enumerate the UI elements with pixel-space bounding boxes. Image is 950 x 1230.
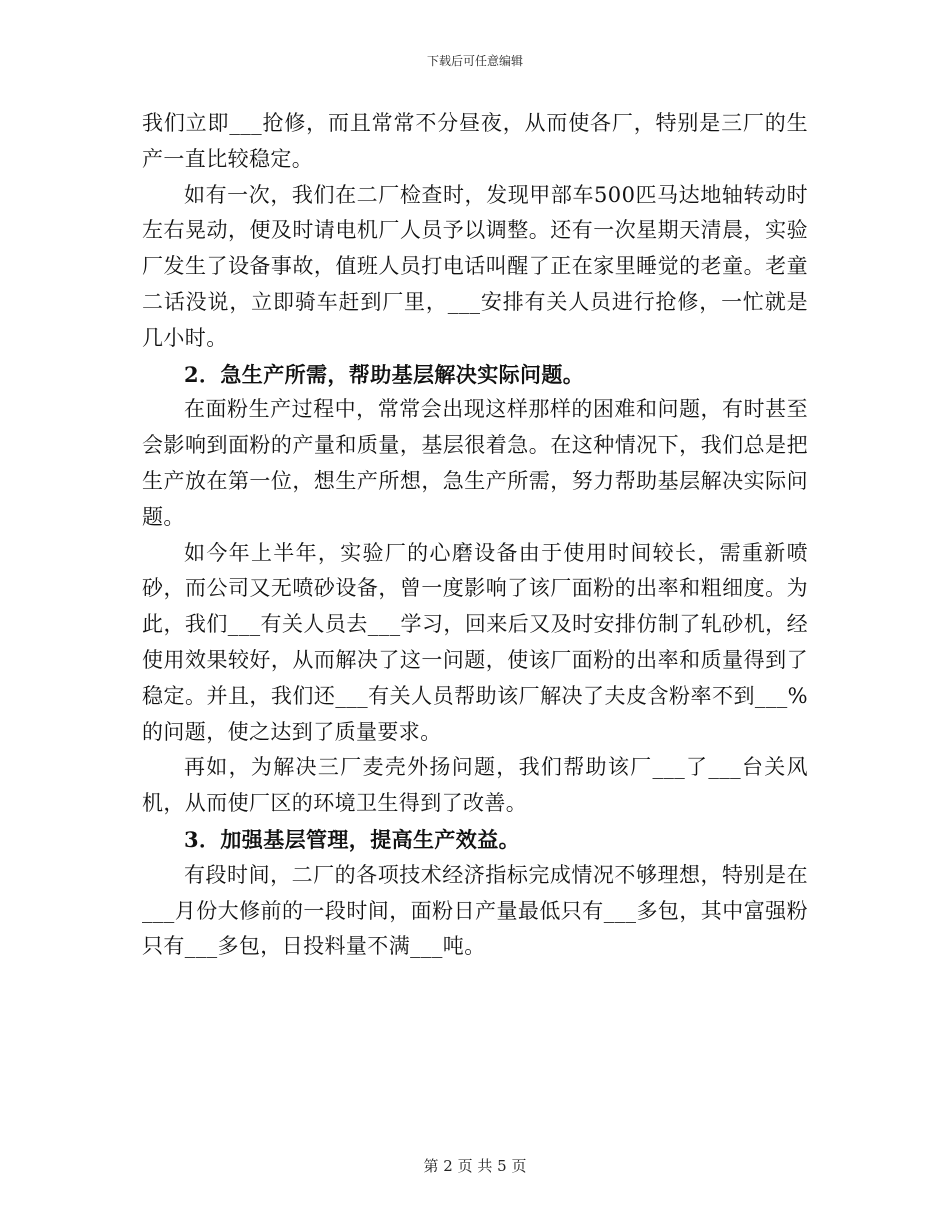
paragraph-2: 如有一次，我们在二厂检查时，发现甲部车500匹马达地轴转动时左右晃动，便及时请电机厂人员予以调整。还有一次星期天清晨，实验厂发生了设备事故，值班人员打电话叫醒了正在家里睡觉的老童。老童二话没说，立即骑车赶到厂里，___安排有关人员进行抢修，一忙就是几小时。 [142,182,808,350]
section-heading-3: 3．加强基层管理，提高生产效益。 [184,826,521,852]
paragraph-5: 再如，为解决三厂麦壳外扬问题，我们帮助该厂___了___台关风机，从而使厂区的环境卫生得到了改善。 [142,755,808,816]
paragraph-1: 我们立即___抢修，而且常常不分昼夜，从而使各厂，特别是三厂的生产一直比较稳定。 [142,111,808,171]
page-header: 下载后可任意编辑 [426,54,523,68]
document-body [142,106,808,965]
section-heading-2: 2．急生产所需，帮助基层解决实际问题。 [184,361,585,387]
paragraph-3: 在面粉生产过程中，常常会出现这样那样的困难和问题，有时甚至会影响到面粉的产量和质量，基层很着急。在这种情况下，我们总是把生产放在第一位，想生产所想，急生产所需，努力帮助基层解决实际问题。 [142,397,808,529]
paragraph-4: 如今年上半年，实验厂的心磨设备由于使用时间较长，需重新喷砂，而公司又无喷砂设备，曾一度影响了该厂面粉的出率和粗细度。为此，我们___有关人员去___学习，回来后又及时安排仿制了轧砂机，经使用效果较好，从而解决了这一问题，使该厂面粉的出率和质量得到了稳定。并且，我们还___有关人员帮助该厂解决了夫皮含粉率不到___%的问题，使之达到了质量要求。 [142,540,808,744]
page-number: 第 2 页 共 5 页 [423,1157,527,1175]
paragraph-6: 有段时间，二厂的各项技术经济指标完成情况不够理想，特别是在___月份大修前的一段时间，面粉日产量最低只有___多包，其中富强粉只有___多包，日投料量不满___吨。 [142,862,808,959]
